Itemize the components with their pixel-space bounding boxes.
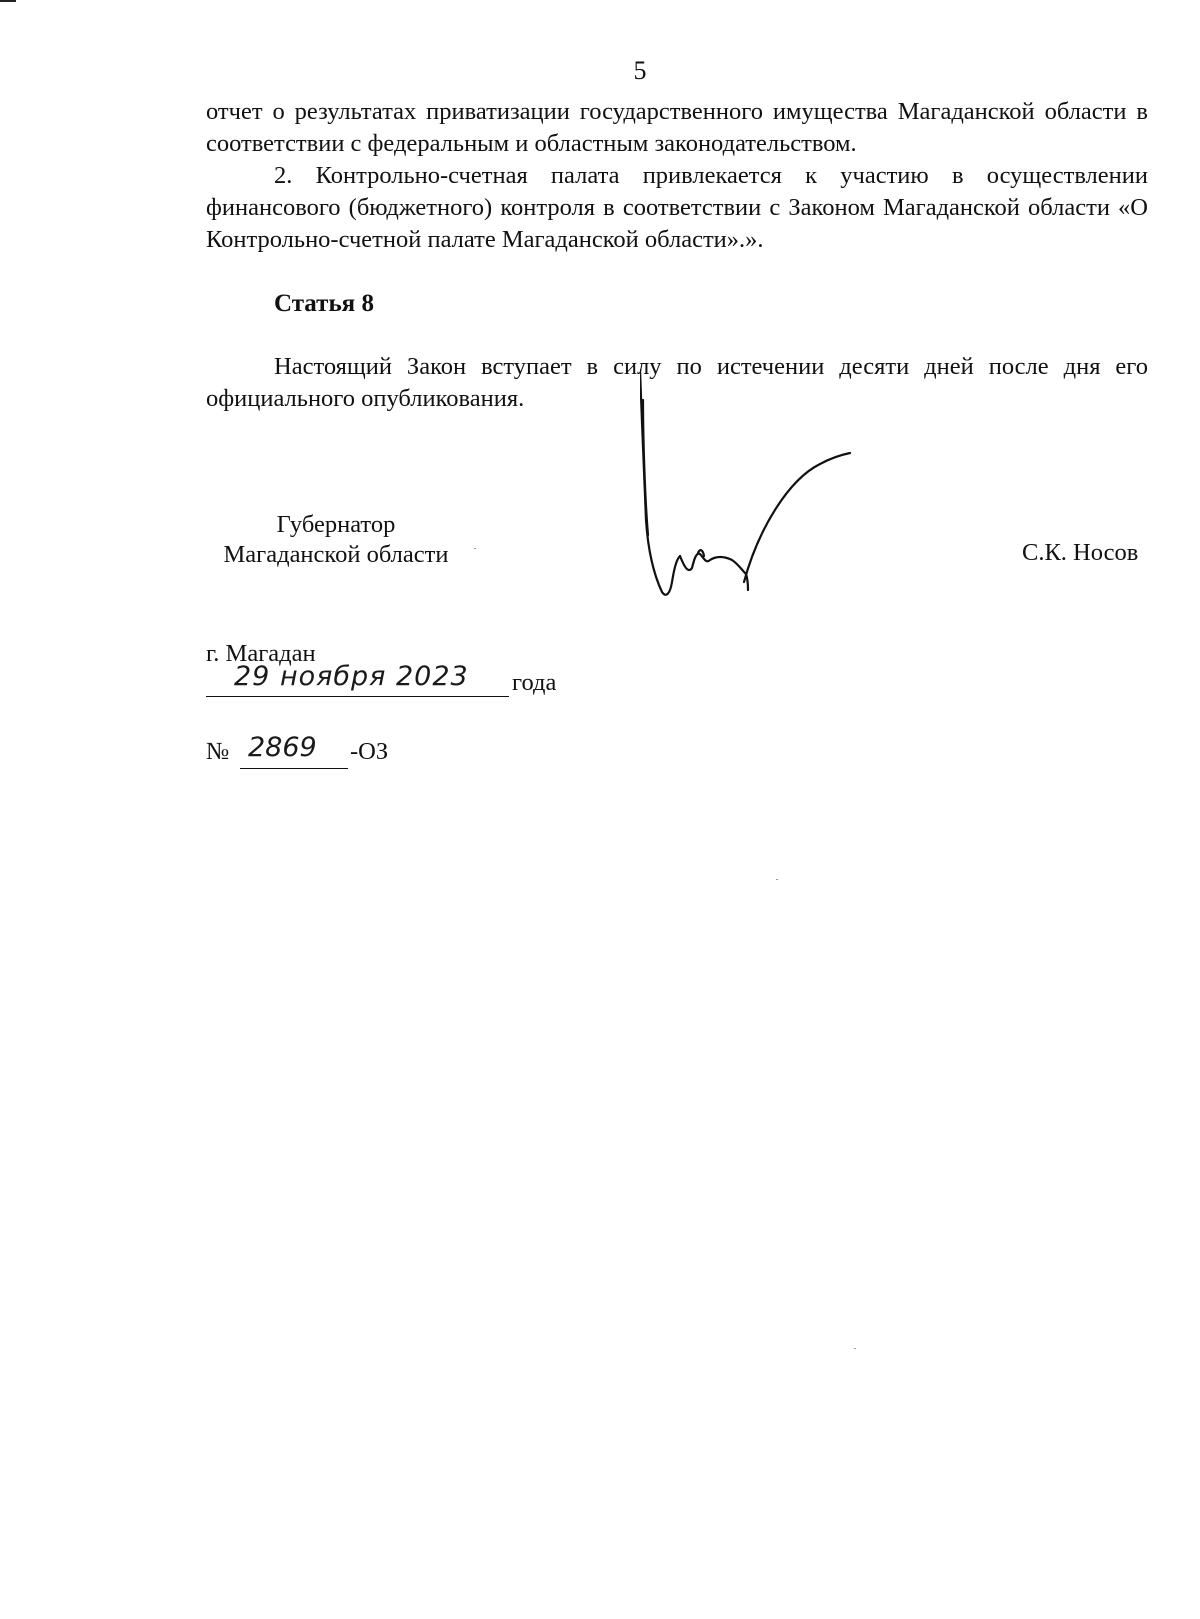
place-of-signing: г. Магадан [206, 640, 316, 667]
date-underline [206, 696, 509, 697]
date-line [206, 661, 566, 699]
signatory-title-line-1: Губернатор [276, 511, 396, 538]
signatory-title [206, 510, 466, 570]
signer-name: С.К. Носов [1022, 539, 1139, 566]
body-text [206, 96, 1148, 256]
paragraph-continuation: отчет о результатах приватизации государственного имущества Магаданской области в соответствии с федеральным и областным законодательством. [206, 98, 1148, 157]
scan-speck [776, 879, 778, 880]
signatory-title-line-2: Магаданской области [223, 541, 449, 568]
handwritten-law-number: 2869 [248, 732, 317, 763]
scan-speck [474, 548, 476, 549]
number-sign: № [206, 738, 230, 765]
law-number-suffix: -ОЗ [350, 738, 389, 765]
paragraph-item-2: 2. Контрольно-счетная палата привлекается к участию в осуществлении финансового (бюджетного) контроля в соответствии с Законом Магаданской области «О Контрольно-счетной палате Магаданской области».». [206, 162, 1148, 253]
handwritten-signature [640, 360, 880, 620]
article-heading: Статья 8 [274, 290, 374, 317]
date-suffix: года [512, 669, 557, 696]
page-number: 5 [633, 56, 647, 85]
scan-speck [854, 1348, 856, 1349]
number-underline [240, 768, 348, 769]
handwritten-date: 29 ноября 2023 [234, 661, 469, 692]
law-number-line [206, 732, 466, 772]
article-text: Настоящий Закон вступает в силу по истечении десяти дней после дня его официального опубликования. [206, 353, 1148, 412]
scan-mark [0, 0, 16, 2]
